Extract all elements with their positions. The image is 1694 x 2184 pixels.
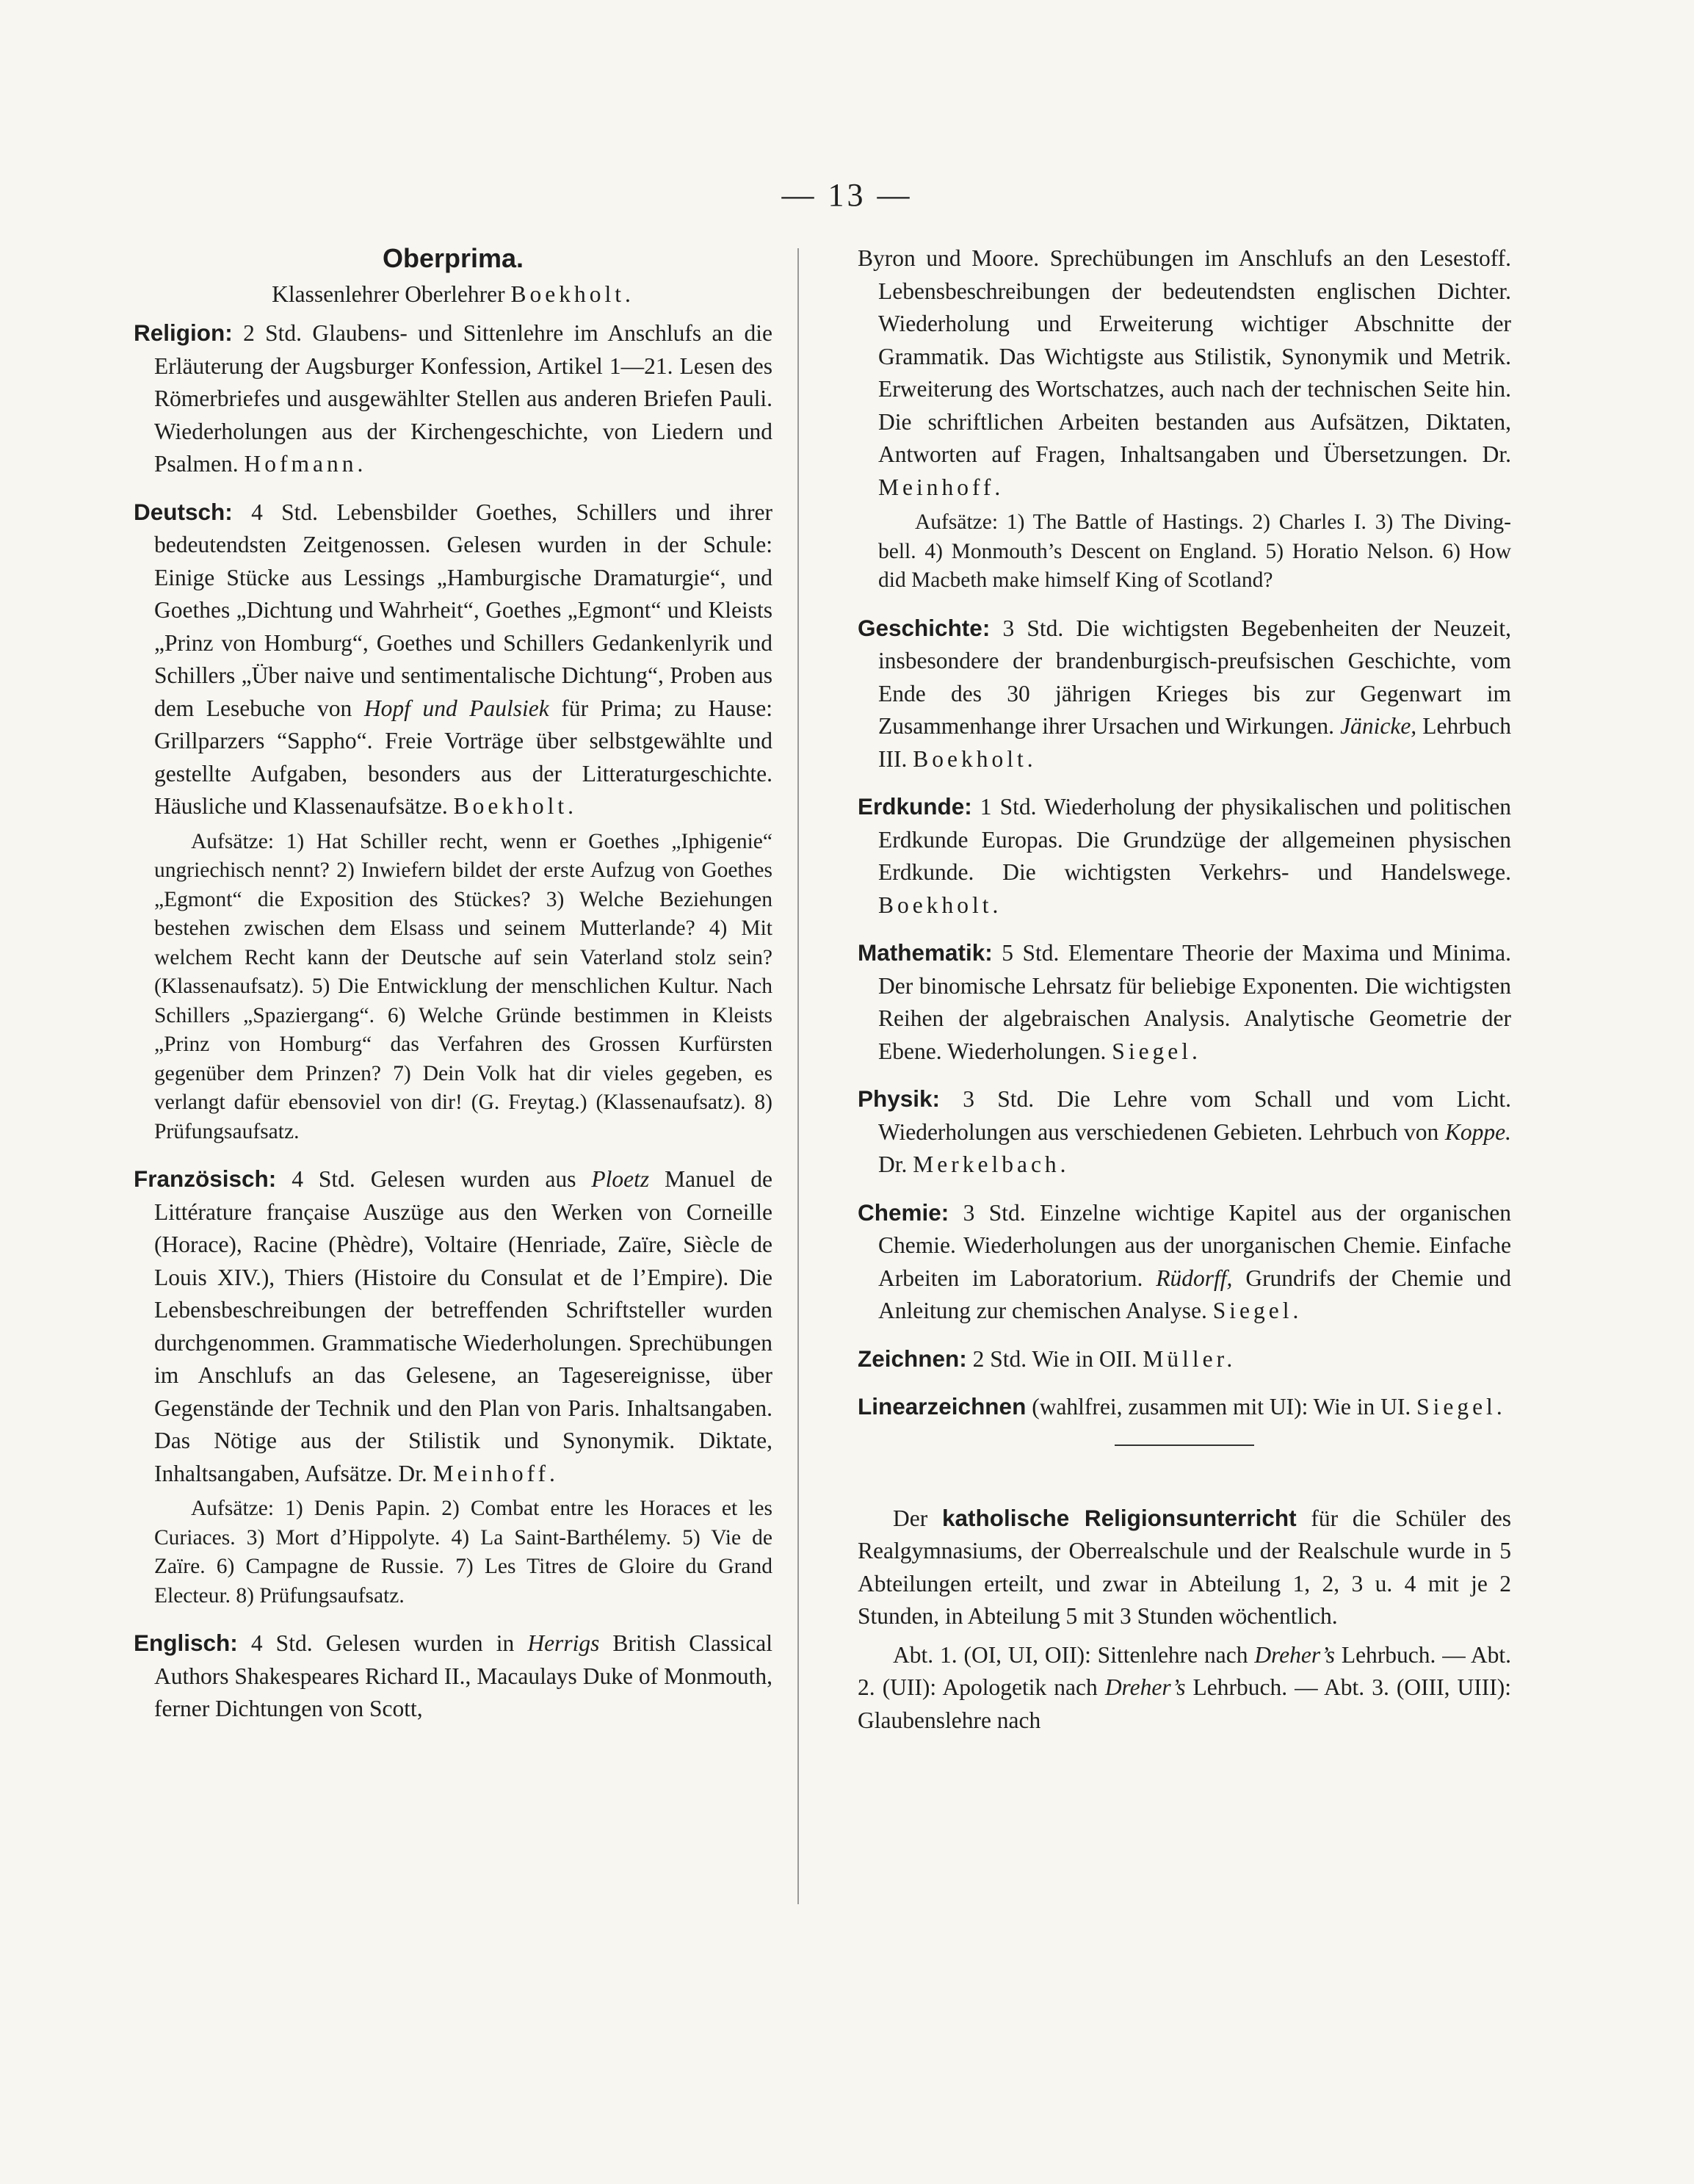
geschichte-text-a: 3 Std. Die wichtigsten Begebenheiten der Neuzeit, insbesondere der brandenburgisch-preufsischen Geschichte, vom Ende des 30 jährigen Krieges bis zur Gegenwart im Zusammenhange ihrer Ursachen und Wirkungen.	[878, 615, 1511, 739]
franzoesisch-essays: Aufsätze: 1) Denis Papin. 2) Combat entre les Horaces et les Curiaces. 3) Mort d’Hippolyte. 4) La Saint-Barthélemy. 5) Vie de Zaïre. 6) Campagne de Russie. 7) Les Titres de Gloire du Grand Electeur. 8) Prüfungsaufsatz.	[154, 1497, 772, 1608]
catholic-title: katholische Religionsunterricht	[941, 1504, 1297, 1531]
entry-deutsch	[134, 496, 772, 823]
deutsch-teacher: Boekholt.	[453, 793, 577, 819]
deutsch-book: Hopf und Paulsiek	[363, 695, 549, 721]
left-column	[134, 242, 772, 1740]
zeichnen-text: 2 Std. Wie in OII.	[966, 1345, 1143, 1372]
entry-englisch	[134, 1627, 772, 1726]
entry-erdkunde	[858, 790, 1511, 922]
religion-teacher: Hofmann.	[244, 451, 367, 477]
linearzeichnen-text: (wahlfrei, zusammen mit UI): Wie in UI.	[1026, 1394, 1417, 1420]
englisch-text-a: 4 Std. Gelesen wurden in	[237, 1630, 528, 1656]
erdkunde-text: 1 Std. Wiederholung der physikalischen und politischen Erdkunde Europas. Die Grundzüge der allgemeinen physischen Erdkunde. Die wichtigsten Verkehrs- und Handelswege.	[878, 794, 1511, 885]
catholic-religion-paragraph	[858, 1502, 1511, 1633]
page-number: — 13 —	[781, 177, 913, 213]
entry-zeichnen	[858, 1342, 1511, 1376]
subject-linearzeichnen: Linearzeichnen	[858, 1393, 1027, 1420]
deutsch-essays: Aufsätze: 1) Hat Schiller recht, wenn er Goethes „Iphigenie“ ungriechisch nennt? 2) Inwiefern bildet der erste Aufzug von Goethes „Egmont“ die Exposition des Stückes? 3) Welche Beziehungen bestehen zwischen dem Elsass und seinem Mutterlande? 4) Mit welchem Recht kann der Deutsche auf sein Vaterland stolz sein? (Klassenaufsatz). 5) Die Entwicklung der menschlichen Kultur. Nach Schillers „Spaziergang“. 6) Welche Gründe bestimmen in Kleists „Prinz von Homburg“ das Verfahren des Grossen Kurfürsten gegenüber dem Prinzen? 7) Dein Volk hat dir vieles gegeben, es verlangt dafür ebensoviel von dir! (G. Freytag.) (Klassenaufsatz). 8) Prüfungsaufsatz.	[154, 829, 772, 1143]
deutsch-text-a: 4 Std. Lebensbilder Goethes, Schillers und ihrer bedeutendsten Zeitgenossen. Gelesen wurden in der Schule: Einige Stücke aus Lessings „Hamburgische Dramaturgie“, und Goethes „Dichtung und Wahrheit“, Goethes „Egmont“ und Kleists „Prinz von Homburg“, Goethes und Schillers Gedankenlyrik und Schillers „Über naive und sentimentalische Dichtung“, Proben aus dem Lesebuche von	[154, 499, 772, 721]
entry-englisch-continued	[858, 242, 1511, 504]
entry-franzoesisch	[134, 1162, 772, 1490]
subject-franzoesisch: Französisch:	[134, 1165, 277, 1192]
entry-physik	[858, 1082, 1511, 1182]
subject-chemie: Chemie:	[858, 1198, 949, 1226]
linearzeichnen-teacher: Siegel.	[1416, 1394, 1506, 1420]
chemie-teacher: Siegel.	[1212, 1298, 1303, 1323]
geschichte-book: Jänicke,	[1340, 713, 1417, 739]
franzoesisch-text-b: Manuel de Littérature française Auszüge aus den Werken von Corneille (Horace), Racine (Phèdre), Voltaire (Henriade, Zaïre, Siècle de Louis XIV.), Thiers (Histoire du Consulat et de l’Empire). Die Lebensbeschreibungen der betreffenden Schriftsteller wurden durchgenommen. Grammatische Wiederholungen. Sprechübungen im Anschlufs an das Gelesene, an Tagesereignisse, über Gegenstände der Technik und den Plan von Paris. Inhaltsangaben. Das Nötige aus der Stilistik und Synonymik. Diktate, Inhaltsangaben, Aufsätze. Dr.	[154, 1166, 772, 1486]
section-rule	[1115, 1444, 1254, 1446]
chemie-book: Rüdorff,	[1156, 1265, 1233, 1291]
englisch-cont-text: Byron und Moore. Sprechübungen im Anschlufs an den Lesestoff. Lebensbeschreibungen der bedeutendsten englischen Dichter. Wiederholung und Erweiterung wichtiger Abschnitte der Grammatik. Das Wichtigste aus Stilistik, Synonymik und Metrik. Erweiterung des Wortschatzes, auch nach der technischen Seite hin. Die schriftlichen Arbeiten bestanden aus Aufsätzen, Diktaten, Antworten auf Fragen, Inhaltsangaben und Übersetzungen. Dr.	[858, 245, 1511, 467]
section-title: Oberprima.	[382, 243, 524, 273]
divisions-book-b: Dreher’s	[1104, 1674, 1186, 1700]
chemie-text-b: Grundrifs der Chemie und Anleitung zur chemischen Analyse.	[878, 1265, 1511, 1323]
subject-zeichnen: Zeichnen:	[858, 1345, 967, 1372]
right-column	[858, 242, 1511, 1737]
religion-text: 2 Std. Glaubens- und Sittenlehre im Anschlufs an die Erläuterung der Augsburger Konfession, Artikel 1—21. Lesen des Römerbriefes und ausgewählter Stellen aus anderen Briefen Pauli. Wiederholungen aus der Kirchengeschichte, von Liedern und Psalmen.	[154, 320, 772, 477]
mathematik-text: 5 Std. Elementare Theorie der Maxima und Minima. Der binomische Lehrsatz für beliebige Exponenten. Die wichtigsten Reihen der algebraischen Analysis. Analytische Geometrie der Ebene. Wiederholungen.	[878, 940, 1511, 1064]
physik-book: Koppe.	[1444, 1118, 1511, 1145]
entry-geschichte	[858, 612, 1511, 776]
zeichnen-teacher: Müller.	[1143, 1345, 1237, 1372]
entry-mathematik	[858, 936, 1511, 1068]
catholic-divisions-paragraph	[858, 1639, 1511, 1738]
catholic-text: für die Schüler des Realgymnasiums, der Oberrealschule und der Realschule wurde in 5 Abteilungen erteilt, und zwar in Abteilung 1, 2, 3 u. 4 mit je 2 Stunden, in Abteilung 5 mit 3 Stunden wöchentlich.	[858, 1505, 1511, 1629]
subject-deutsch: Deutsch:	[134, 498, 233, 525]
physik-text-b: Dr.	[878, 1151, 913, 1177]
franzoesisch-text-a: 4 Std. Gelesen wurden aus	[276, 1166, 592, 1192]
class-teacher-line	[134, 278, 772, 311]
subject-geschichte: Geschichte:	[858, 614, 991, 641]
englisch-book: Herrigs	[527, 1630, 600, 1656]
englisch-text-b: British Classical Authors Shakespeares Richard II., Macaulays Duke of Monmouth, ferner Dichtungen von Scott,	[154, 1630, 772, 1721]
franzoesisch-teacher: Meinhoff.	[432, 1460, 559, 1486]
deutsch-text-b: für Prima; zu Hause: Grillparzers “Sappho“. Freie Vorträge über selbstgewählte und gestellte Aufgaben, besonders aus der Litteraturgeschichte. Häusliche und Klassenaufsätze.	[154, 695, 772, 819]
subject-englisch: Englisch:	[134, 1630, 238, 1656]
catholic-lead: Der	[893, 1505, 942, 1531]
subject-mathematik: Mathematik:	[858, 939, 993, 966]
erdkunde-teacher: Boekholt.	[878, 892, 1002, 918]
divisions-text-a: Abt. 1. (OI, UI, OII): Sittenlehre nach	[893, 1641, 1255, 1668]
geschichte-teacher: Boekholt.	[913, 745, 1037, 772]
chemie-text-a: 3 Std. Einzelne wichtige Kapitel aus der organischen Chemie. Wiederholungen aus der unorganischen Chemie. Einfache Arbeiten im Laboratorium.	[878, 1199, 1511, 1291]
mathematik-teacher: Siegel.	[1112, 1038, 1201, 1064]
class-teacher-label: Klassenlehrer Oberlehrer	[272, 281, 505, 307]
entry-linearzeichnen	[858, 1390, 1511, 1424]
subject-physik: Physik:	[858, 1085, 941, 1112]
divisions-text-b: Lehrbuch. — Abt. 2. (UII): Apologetik nach	[858, 1641, 1511, 1700]
divisions-text-c: Lehrbuch. — Abt. 3. (OIII, UIII): Glaubenslehre nach	[858, 1674, 1511, 1733]
subject-erdkunde: Erdkunde:	[858, 793, 972, 820]
geschichte-text-b: Lehrbuch III.	[878, 713, 1511, 772]
divisions-book-a: Dreher’s	[1254, 1641, 1335, 1668]
subject-religion: Religion:	[134, 319, 233, 346]
englisch-teacher: Meinhoff.	[878, 474, 1005, 500]
column-divider	[797, 248, 799, 1904]
class-teacher-name: Boekholt.	[510, 281, 634, 307]
franzoesisch-book: Ploetz	[591, 1166, 650, 1192]
entry-chemie	[858, 1196, 1511, 1328]
entry-religion	[134, 317, 772, 481]
physik-teacher: Merkelbach.	[913, 1151, 1070, 1177]
englisch-essays: Aufsätze: 1) The Battle of Hastings. 2) Charles I. 3) The Diving-bell. 4) Monmouth’s Descent on England. 5) Horatio Nelson. 6) How did Macbeth make himself King of Scotland?	[878, 510, 1511, 592]
physik-text-a: 3 Std. Die Lehre vom Schall und vom Licht. Wiederholungen aus verschiedenen Gebieten. Lehrbuch von	[878, 1086, 1511, 1145]
